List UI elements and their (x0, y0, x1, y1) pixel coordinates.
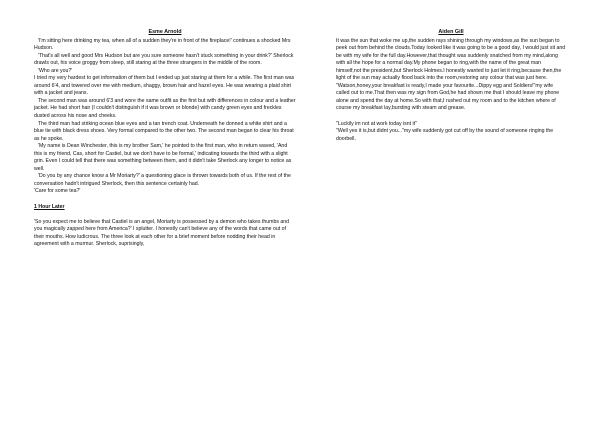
left-paragraph-7: 'My name is Dean Winchester, this is my brother Sam,' he pointed to the first man, who in return waved, 'And this is my friend, Cas, short for Castiel, but we don't have to be formal,' indicating towards the third with a slight grin. Even I could tell that there was something between them, and it didn't take Sherlock any longer to notice as well. (34, 143, 292, 172)
right-page-column (336, 29, 566, 143)
spacer (34, 211, 296, 219)
right-paragraph-2: "Watson,honey,your breakfast is ready,I made your favourite...Dippy egg and Soldiers!"my wife called out to me.That then was my sign from God,he had shown me that I should leave my phone alone and spend the day at home.So with that,I rushed out my room and to the kitchen where of course my breakfast lay,bursting with steam and grease. (336, 82, 560, 112)
left-paragraph-8: 'Do you by any chance know a Mr Moriarty?' a questioning glace is thrown towards both of us. If the rest of the conversation hadn't intrigued Sherlock, then this sentence certainly had. (34, 173, 291, 187)
left-paragraph-2: 'That's all well and good Mrs Hudson but are you sure someone hasn't stuck something in your drink?' Sherlock drawls out, his voice groggy from sleep, still staring at the three strangers in the middle of the room. (34, 52, 294, 67)
left-paragraph-6: The third man had striking ocean blue eyes and a tan trench coat. Underneath he donned a white shirt and a blue tie with black dress shoes. Very formal compared to the other two. The second man began to clear his throat as he spoke. (34, 120, 294, 142)
right-closing-1: "Luckily im not at work today isnt it" (336, 120, 417, 127)
spacer (34, 196, 296, 204)
section-heading: 1 Hour Later (34, 203, 65, 210)
left-paragraph-10: 'So you expect me to believe that Castiel is an angel, Moriarty is possessed by a demon who takes thumbs and you magically zapped here from America?' I splutter. I honestly can't believe any of the words that came out of their mouths. How ludicrous. The three look at each other for a brief moment before nodding their head in agreement with a murmur. Sherlock, suprisingly, (34, 218, 290, 248)
right-author-heading: Aiden Gill (438, 29, 464, 35)
left-paragraph-5: The second man was around 6'3 and wore the same outfit as the first but with differences in colour and a leather jacket. He had short hair (I couldn't distinguish if it was brown or blonde) with candy green eyes and freckles dusted across his nose and cheeks. (34, 97, 296, 120)
left-author-heading: Esme Arnold (148, 29, 182, 35)
left-paragraph-4: I tried my very hardest to get information of them but I ended up just staring at them for a while. The first man was around 6'4, and towered over me with medium, shaggy, brown hair and hazel eyes. He was wearing a plaid shirt with a jacket and jeans. (34, 75, 295, 97)
right-closing-2: "Well yes it is,but didnt you..."my wife suddenly got cut off by the sound of someone ringing the doorbell. (336, 128, 554, 142)
right-paragraph-1: It was the sun that woke me up,the sudden rays shining through my windows,as the sun began to peek out from behind the clouds.Today looked like it was going to be a good day, I would just sit and be with my wife for the full day.However,that thought was suddenly snatched from my mind,along with all the hope for a normal day.My phone began to ring,with the name of the great man himself,not the president,but Sherlock Holmes.I honestly wanted to just let it ring,because then,the light of the sun may actually flood back into the room,restoring any colour that was just here. (336, 37, 566, 82)
left-paragraph-3: 'Who are you?' (38, 67, 73, 74)
left-paragraph-9: 'Care for some tea?' (34, 188, 81, 195)
left-paragraph-1: 'I'm sitting here drinking my tea, when all of a sudden they're in front of the fireplace!' continues a shocked Mrs Hudson. (34, 37, 291, 52)
left-page-column (34, 29, 296, 249)
spacer (336, 113, 566, 121)
